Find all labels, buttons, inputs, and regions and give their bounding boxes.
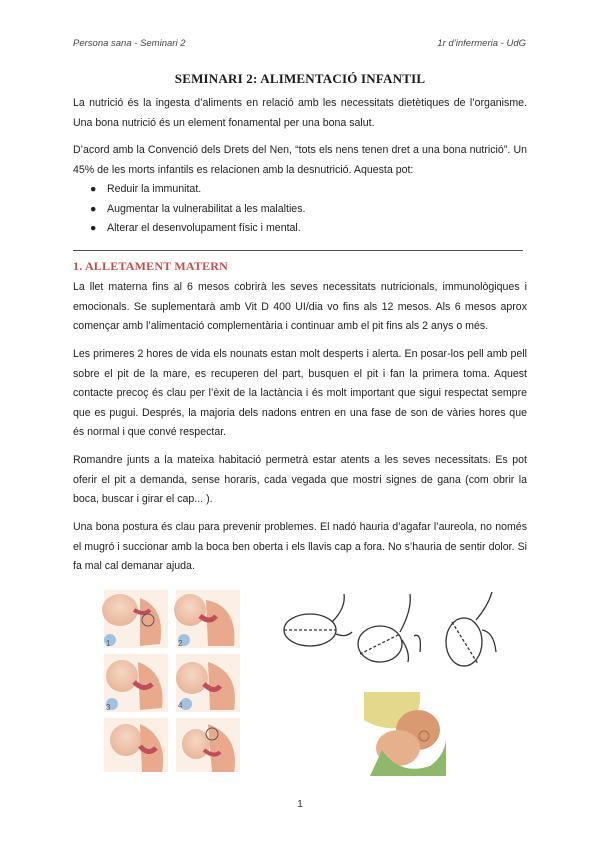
list-item — [73, 219, 527, 239]
bullet-dot: ● — [90, 183, 97, 195]
bullet-dot: ● — [90, 202, 97, 215]
intro-paragraph-1: La nutrició és la ingesta d’aliments en relació amb les necessitats dietètiques de l’organisme. Una bona nutrició és un element fonamental per una bona salut. — [73, 97, 527, 129]
latch-panel — [102, 590, 168, 648]
step-number: 1 — [106, 639, 111, 648]
step-number: 4 — [178, 701, 183, 710]
page-number: 1 — [297, 798, 303, 810]
intro-paragraph-2: D’acord amb la Convenció dels Drets del Nen, “tots els nens tenen dret a una bona nutrició”. Un 45% de les morts infantils es relacionen amb la desnutrició. Aquesta pot: — [73, 144, 527, 176]
step-number: 3 — [106, 703, 111, 712]
section-paragraph-4: Una bona postura és clau para prevenir problemes. El nadó hauria d’agafar l’aureola, no només el mugró i succionar amb la boca ben oberta i els llavis cap a fora. No s’hauria de sentir dolor. Si fa mal cal demanar ajuda. — [73, 521, 527, 572]
bullet-text: Reduir la immunitat. — [107, 183, 202, 195]
latch-panel — [176, 718, 240, 772]
hand-grip-diagram — [282, 592, 502, 672]
step-number: 2 — [178, 639, 183, 648]
section-paragraph-2: Les primeres 2 hores de vida els nounats estan molt desperts i alerta. En posar-los pell amb pell sobre el pit de la mare, es recuperen del part, busquen el pit i fan la primera toma. Aquest contacte precoç és clau per l’èxit de la lactància i és molt important que sigui respectat sempre que es pugui. Després, la majoria dels nadons entren en una fase de son de vàries hores que és normal i que convé respectar. — [73, 348, 527, 438]
bullet-text: Augmentar la vulnerabilitat a les malalties. — [107, 202, 306, 215]
section-heading: 1. ALLETAMENT MATERN — [73, 259, 229, 273]
breastfeeding-photo — [360, 690, 448, 776]
latch-panel — [174, 590, 240, 648]
section-paragraph-3: Romandre junts a la mateixa habitació permetrà estar atents a les seves necessitats. Es pot oferir el pit a demanda, sense horaris, cada vegada que mostri signes de gana (com obrir la boca, buscar i girar el cap... ). — [73, 454, 527, 505]
latch-panel — [104, 654, 168, 712]
running-header-left: Persona sana - Seminari 2 — [73, 38, 186, 49]
running-header-right: 1r d’infermeria - UdG — [437, 38, 526, 49]
latch-panel — [104, 718, 168, 772]
bullet-dot: ● — [90, 222, 97, 234]
page-title: SEMINARI 2: ALIMENTACIÓ INFANTIL — [174, 71, 426, 86]
latch-panel — [176, 654, 240, 712]
horizontal-divider — [73, 250, 523, 251]
list-item — [73, 180, 527, 200]
intro-bullet-list — [73, 180, 527, 239]
latch-steps-illustration — [100, 588, 246, 774]
list-item — [73, 200, 527, 220]
section-paragraph-1: La llet materna fins al 6 mesos cobrirà les seves necessitats nutricionals, immunològiques i emocionals. Se suplementarà amb Vit D 400 UI/dia vo fins als 12 mesos. Als 6 mesos aprox començar amb l’alimentació complementària i continuar amb el pit fins als 2 anys o més. — [73, 281, 527, 332]
bullet-text: Alterar el desenvolupament físic i mental. — [107, 222, 301, 234]
